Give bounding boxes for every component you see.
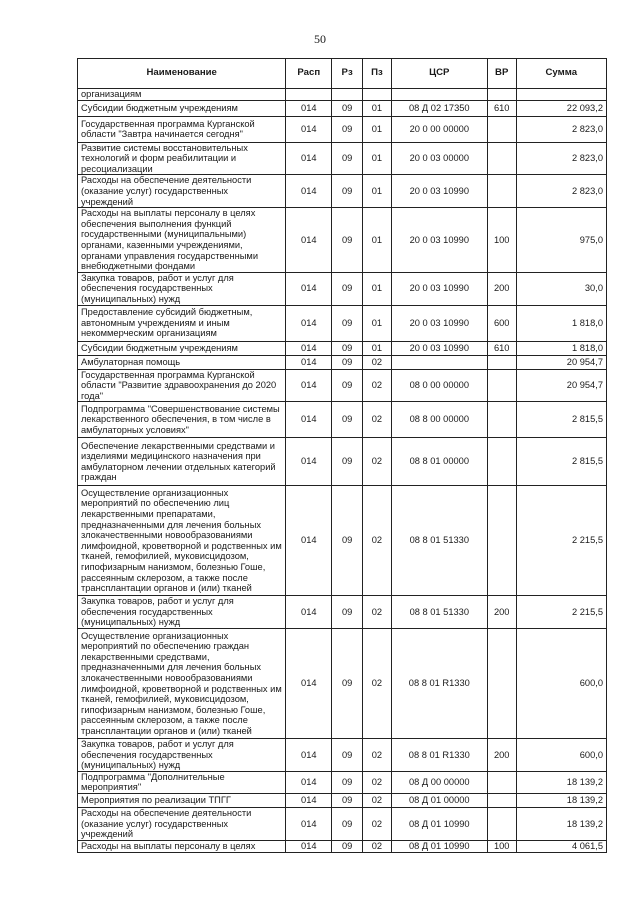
- cell-name: Предоставление субсидий бюджетным, автономным учреждениям и иным некоммерческим организациям: [78, 305, 286, 341]
- cell-pz: 02: [363, 438, 392, 486]
- cell-rz: 09: [332, 438, 363, 486]
- cell-csr: 20 0 03 00000: [391, 142, 487, 175]
- cell-rz: 09: [332, 305, 363, 341]
- table-row: [78, 794, 607, 808]
- cell-sum: 2 215,5: [516, 596, 606, 629]
- cell-rz: 09: [332, 629, 363, 739]
- cell-rz: 09: [332, 771, 363, 793]
- cell-sum: 975,0: [516, 208, 606, 273]
- cell-csr: 08 8 01 51330: [391, 596, 487, 629]
- cell-rz: 09: [332, 402, 363, 438]
- cell-pz: 02: [363, 794, 392, 808]
- cell-vr: 200: [487, 596, 516, 629]
- cell-sum: 2 815,5: [516, 402, 606, 438]
- cell-rasp: 014: [286, 355, 332, 369]
- cell-name: Мероприятия по реализации ТПГГ: [78, 794, 286, 808]
- cell-name: Амбулаторная помощь: [78, 355, 286, 369]
- cell-rasp: 014: [286, 794, 332, 808]
- cell-sum: 2 823,0: [516, 142, 606, 175]
- cell-name: Закупка товаров, работ и услуг для обеспечения государственных (муниципальных) нужд: [78, 272, 286, 305]
- cell-sum: 2 823,0: [516, 116, 606, 142]
- cell-rasp: 014: [286, 272, 332, 305]
- cell-rasp: 014: [286, 840, 332, 852]
- cell-csr: 20 0 03 10990: [391, 208, 487, 273]
- cell-rasp: 014: [286, 596, 332, 629]
- cell-rz: 09: [332, 116, 363, 142]
- cell-vr: [487, 629, 516, 739]
- cell-rasp: 014: [286, 808, 332, 841]
- cell-vr: [487, 355, 516, 369]
- cell-vr: [487, 89, 516, 101]
- cell-sum: 600,0: [516, 629, 606, 739]
- cell-vr: [487, 794, 516, 808]
- cell-pz: 02: [363, 808, 392, 841]
- cell-name: Закупка товаров, работ и услуг для обеспечения государственных (муниципальных) нужд: [78, 739, 286, 772]
- cell-name: Субсидии бюджетным учреждениям: [78, 341, 286, 355]
- table-row: [78, 739, 607, 772]
- table-row: [78, 402, 607, 438]
- cell-name: Осуществление организационных мероприятий по обеспечению граждан лекарственными средствами, предназначенными для лечения больных злокачественными новообразованиями лимфоидной, кроветворной и родственных им тканей, гемофилией, муковисцидозом, гипофизарным нанизмом, болезнью Гоше, рассеянным склерозом, а также после трансплантации органов и (или) тканей: [78, 629, 286, 739]
- table-row: [78, 629, 607, 739]
- cell-csr: 08 8 01 R1330: [391, 739, 487, 772]
- cell-rasp: 014: [286, 771, 332, 793]
- cell-pz: 02: [363, 771, 392, 793]
- cell-name: Расходы на выплаты персоналу в целях обеспечения выполнения функций государственными (муниципальными) органами, казенными учреждениями, органами управления государственными внебюджетными фондами: [78, 208, 286, 273]
- table-row: [78, 486, 607, 596]
- cell-sum: 600,0: [516, 739, 606, 772]
- table-row: [78, 808, 607, 841]
- cell-pz: 01: [363, 341, 392, 355]
- page-number: 50: [314, 32, 326, 46]
- header-pz: Пз: [363, 59, 392, 89]
- table-row: [78, 355, 607, 369]
- cell-pz: 01: [363, 116, 392, 142]
- cell-sum: 20 954,7: [516, 355, 606, 369]
- table-row: [78, 175, 607, 208]
- cell-vr: 200: [487, 272, 516, 305]
- cell-vr: [487, 402, 516, 438]
- table-row: [78, 272, 607, 305]
- header-vr: ВР: [487, 59, 516, 89]
- budget-table: [77, 58, 607, 853]
- cell-rz: 09: [332, 486, 363, 596]
- cell-vr: [487, 116, 516, 142]
- cell-vr: [487, 369, 516, 402]
- cell-pz: 02: [363, 402, 392, 438]
- cell-rz: 09: [332, 341, 363, 355]
- cell-csr: 20 0 03 10990: [391, 341, 487, 355]
- cell-pz: 02: [363, 840, 392, 852]
- cell-name: Расходы на выплаты персоналу в целях: [78, 840, 286, 852]
- table-row: [78, 116, 607, 142]
- cell-pz: 01: [363, 208, 392, 273]
- cell-rasp: 014: [286, 341, 332, 355]
- cell-pz: 02: [363, 486, 392, 596]
- table-row: [78, 771, 607, 793]
- cell-name: Осуществление организационных мероприятий по обеспечению лиц лекарственными препаратами, предназначенными для лечения больных злокачественными новообразованиями лимфоидной, кроветворной и родственных им тканей, гемофилией, муковисцидозом, гипофизарным нанизмом, болезнью Гоше, рассеянным склерозом, а также после трансплантации органов и (или) тканей: [78, 486, 286, 596]
- cell-sum: 2 815,5: [516, 438, 606, 486]
- cell-sum: 1 818,0: [516, 305, 606, 341]
- cell-sum: 2 823,0: [516, 175, 606, 208]
- cell-rasp: 014: [286, 486, 332, 596]
- cell-sum: [516, 89, 606, 101]
- cell-rasp: 014: [286, 402, 332, 438]
- cell-vr: [487, 142, 516, 175]
- cell-rz: [332, 89, 363, 101]
- cell-rasp: 014: [286, 305, 332, 341]
- cell-csr: 08 8 00 00000: [391, 402, 487, 438]
- cell-rasp: 014: [286, 100, 332, 116]
- table-row: [78, 369, 607, 402]
- cell-csr: 08 8 01 51330: [391, 486, 487, 596]
- cell-csr: 08 Д 01 00000: [391, 794, 487, 808]
- cell-rasp: 014: [286, 142, 332, 175]
- cell-csr: 08 Д 01 10990: [391, 808, 487, 841]
- table-row: [78, 89, 607, 101]
- cell-rz: 09: [332, 369, 363, 402]
- cell-csr: [391, 355, 487, 369]
- cell-rasp: 014: [286, 629, 332, 739]
- cell-name: Расходы на обеспечение деятельности (оказание услуг) государственных учреждений: [78, 175, 286, 208]
- table-row: [78, 100, 607, 116]
- cell-rz: 09: [332, 142, 363, 175]
- cell-sum: 18 139,2: [516, 808, 606, 841]
- cell-pz: 01: [363, 272, 392, 305]
- cell-vr: 100: [487, 840, 516, 852]
- cell-name: Расходы на обеспечение деятельности (оказание услуг) государственных учреждений: [78, 808, 286, 841]
- cell-rz: 09: [332, 794, 363, 808]
- cell-vr: [487, 771, 516, 793]
- cell-name: Обеспечение лекарственными средствами и изделиями медицинского назначения при амбулаторном лечении отдельных категорий граждан: [78, 438, 286, 486]
- table-header-row: [78, 59, 607, 89]
- cell-pz: 02: [363, 629, 392, 739]
- cell-pz: 01: [363, 175, 392, 208]
- cell-pz: 01: [363, 305, 392, 341]
- cell-rasp: 014: [286, 369, 332, 402]
- table-row: [78, 142, 607, 175]
- cell-vr: 100: [487, 208, 516, 273]
- cell-csr: 08 Д 00 00000: [391, 771, 487, 793]
- cell-csr: 20 0 03 10990: [391, 305, 487, 341]
- cell-name: Развитие системы восстановительных технологий и форм реабилитации и ресоциализации: [78, 142, 286, 175]
- table-row: [78, 208, 607, 273]
- cell-sum: 2 215,5: [516, 486, 606, 596]
- cell-csr: 20 0 03 10990: [391, 272, 487, 305]
- table-row: [78, 596, 607, 629]
- table-row: [78, 341, 607, 355]
- cell-pz: 02: [363, 355, 392, 369]
- header-rasp: Расп: [286, 59, 332, 89]
- cell-rz: 09: [332, 596, 363, 629]
- cell-rz: 09: [332, 355, 363, 369]
- cell-sum: 18 139,2: [516, 794, 606, 808]
- cell-vr: 610: [487, 341, 516, 355]
- cell-rasp: 014: [286, 175, 332, 208]
- cell-rz: 09: [332, 840, 363, 852]
- cell-name: Субсидии бюджетным учреждениям: [78, 100, 286, 116]
- header-rz: Рз: [332, 59, 363, 89]
- cell-sum: 22 093,2: [516, 100, 606, 116]
- cell-csr: 08 8 01 00000: [391, 438, 487, 486]
- table-row: [78, 840, 607, 852]
- cell-pz: 02: [363, 369, 392, 402]
- cell-vr: 610: [487, 100, 516, 116]
- cell-vr: 200: [487, 739, 516, 772]
- header-sum: Сумма: [516, 59, 606, 89]
- cell-rasp: 014: [286, 208, 332, 273]
- cell-vr: [487, 438, 516, 486]
- cell-sum: 4 061,5: [516, 840, 606, 852]
- cell-csr: 20 0 03 10990: [391, 175, 487, 208]
- cell-vr: 600: [487, 305, 516, 341]
- cell-name: Государственная программа Курганской области "Развитие здравоохранения до 2020 года": [78, 369, 286, 402]
- cell-sum: 30,0: [516, 272, 606, 305]
- cell-pz: 02: [363, 596, 392, 629]
- table-row: [78, 438, 607, 486]
- cell-name: Закупка товаров, работ и услуг для обеспечения государственных (муниципальных) нужд: [78, 596, 286, 629]
- cell-rasp: 014: [286, 116, 332, 142]
- cell-rz: 09: [332, 100, 363, 116]
- cell-sum: 20 954,7: [516, 369, 606, 402]
- cell-rz: 09: [332, 175, 363, 208]
- cell-rasp: 014: [286, 438, 332, 486]
- cell-rz: 09: [332, 208, 363, 273]
- cell-rz: 09: [332, 808, 363, 841]
- cell-name: организациям: [78, 89, 286, 101]
- cell-pz: 01: [363, 142, 392, 175]
- cell-vr: [487, 808, 516, 841]
- cell-sum: 1 818,0: [516, 341, 606, 355]
- cell-csr: 08 0 00 00000: [391, 369, 487, 402]
- cell-pz: [363, 89, 392, 101]
- cell-vr: [487, 175, 516, 208]
- table-row: [78, 305, 607, 341]
- cell-rasp: [286, 89, 332, 101]
- header-csr: ЦСР: [391, 59, 487, 89]
- cell-csr: 20 0 00 00000: [391, 116, 487, 142]
- header-name: Наименование: [78, 59, 286, 89]
- cell-name: Подпрограмма "Совершенствование системы лекарственного обеспечения, в том числе в амбулаторных условиях": [78, 402, 286, 438]
- cell-csr: [391, 89, 487, 101]
- cell-rasp: 014: [286, 739, 332, 772]
- cell-sum: 18 139,2: [516, 771, 606, 793]
- cell-pz: 01: [363, 100, 392, 116]
- cell-name: Подпрограмма "Дополнительные мероприятия": [78, 771, 286, 793]
- cell-csr: 08 Д 02 17350: [391, 100, 487, 116]
- cell-rz: 09: [332, 739, 363, 772]
- cell-name: Государственная программа Курганской области "Завтра начинается сегодня": [78, 116, 286, 142]
- cell-vr: [487, 486, 516, 596]
- cell-csr: 08 Д 01 10990: [391, 840, 487, 852]
- cell-csr: 08 8 01 R1330: [391, 629, 487, 739]
- cell-rz: 09: [332, 272, 363, 305]
- cell-pz: 02: [363, 739, 392, 772]
